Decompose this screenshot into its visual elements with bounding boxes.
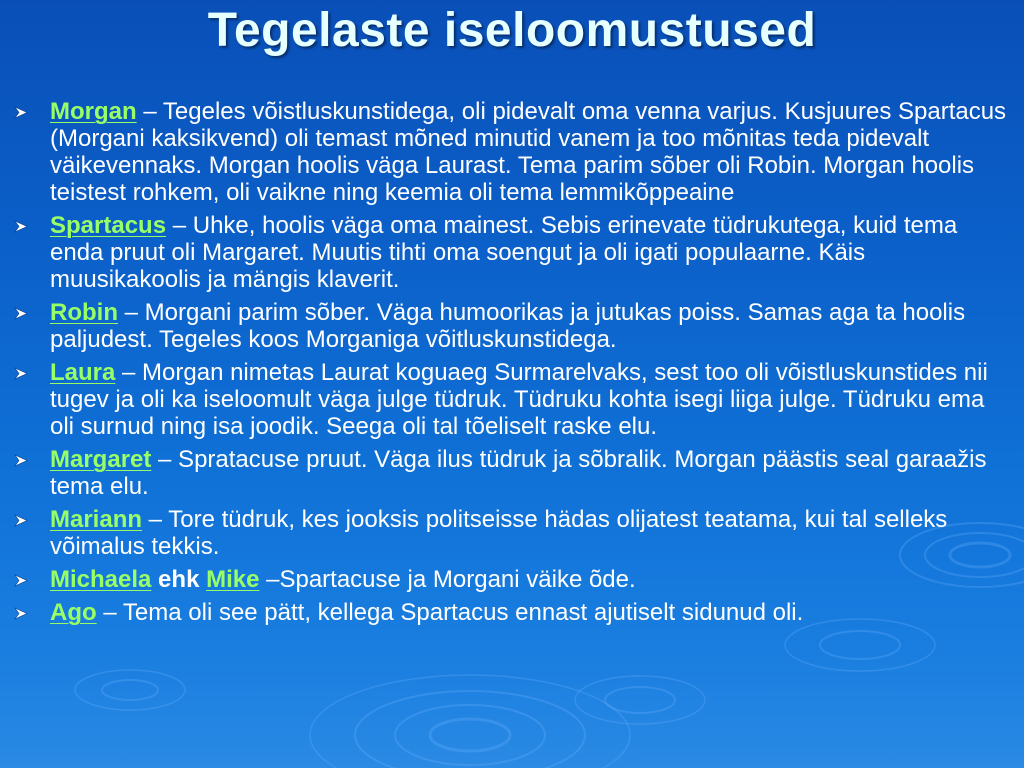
list-item-robin <box>12 299 1007 353</box>
character-name-link[interactable]: Morgan <box>50 98 137 125</box>
slide-title: Tegelaste iseloomustused <box>207 4 817 57</box>
character-description: – Tema oli see pätt, kellega Spartacus ennast ajutiselt sidunud oli. <box>96 599 804 626</box>
list-item-ago <box>12 599 1007 626</box>
character-name-link[interactable]: Mariann <box>50 506 143 533</box>
arrowhead-bullet-icon <box>14 566 30 593</box>
character-description: – Morgani parim sõber. Väga humoorikas ja jutukas poiss. Samas aga ta hoolis paljudest. Tegeles koos Morganiga võitluskunstidega. <box>50 299 966 353</box>
character-description: – Tegeles võistluskunstidega, oli pidevalt oma venna varjus. Kusjuures Spartacus (Morgani kaksikvend) oli temast mõned minutid vanem ja too mõnitas teda pidevalt väikevennaks. Morgan hoolis väga Laurast. Tema parim sõber oli Robin. Morgan hoolis teistest rohkem, oli vaikne ning keemia oli tema lemmikõppeaine <box>50 98 1007 206</box>
character-name-link[interactable]: Spartacus <box>50 212 167 239</box>
arrowhead-bullet-icon <box>14 359 30 386</box>
character-name-link[interactable]: Laura <box>50 359 116 386</box>
arrowhead-bullet-icon <box>14 98 30 125</box>
character-name-link[interactable]: Michaela <box>50 566 152 593</box>
character-list <box>12 98 1007 632</box>
name-connector: ehk <box>151 566 207 593</box>
arrowhead-bullet-icon <box>14 299 30 326</box>
character-description: –Spartacuse ja Morgani väike õde. <box>259 566 636 593</box>
list-item-michaela <box>12 566 1007 593</box>
character-name-link-alias[interactable]: Mike <box>206 566 260 593</box>
list-item-laura <box>12 359 1007 440</box>
character-name-link[interactable]: Robin <box>50 299 118 326</box>
arrowhead-bullet-icon <box>14 212 30 239</box>
list-item-spartacus <box>12 212 1007 293</box>
list-item-morgan <box>12 98 1007 206</box>
character-description: – Spratacuse pruut. Väga ilus tüdruk ja sõbralik. Morgan päästis seal garaažis tema elu. <box>50 446 987 500</box>
list-item-margaret <box>12 446 1007 500</box>
character-description: – Tore tüdruk, kes jooksis politseisse hädas olijatest teatama, kui tal selleks võimalus tekkis. <box>50 506 948 560</box>
arrowhead-bullet-icon <box>14 506 30 533</box>
character-description: – Morgan nimetas Laurat koguaeg Surmarelvaks, sest too oli võistluskunstides nii tugev ja oli ka iseloomult väga julge tüdruk. Tüdruku kohta isegi liiga julge. Tüdruku ema oli surnud ning isa joodik. Seega oli tal tõeliselt raske elu. <box>50 359 988 440</box>
arrowhead-bullet-icon <box>14 599 30 626</box>
character-name-link[interactable]: Margaret <box>50 446 152 473</box>
character-name-link[interactable]: Ago <box>50 599 97 626</box>
character-description: – Uhke, hoolis väga oma mainest. Sebis erinevate tüdrukutega, kuid tema enda pruut oli Margaret. Muutis tihti oma soengut ja oli igati populaarne. Käis muusikakoolis ja mängis klaverit. <box>50 212 958 293</box>
list-item-mariann <box>12 506 1007 560</box>
arrowhead-bullet-icon <box>14 446 30 473</box>
